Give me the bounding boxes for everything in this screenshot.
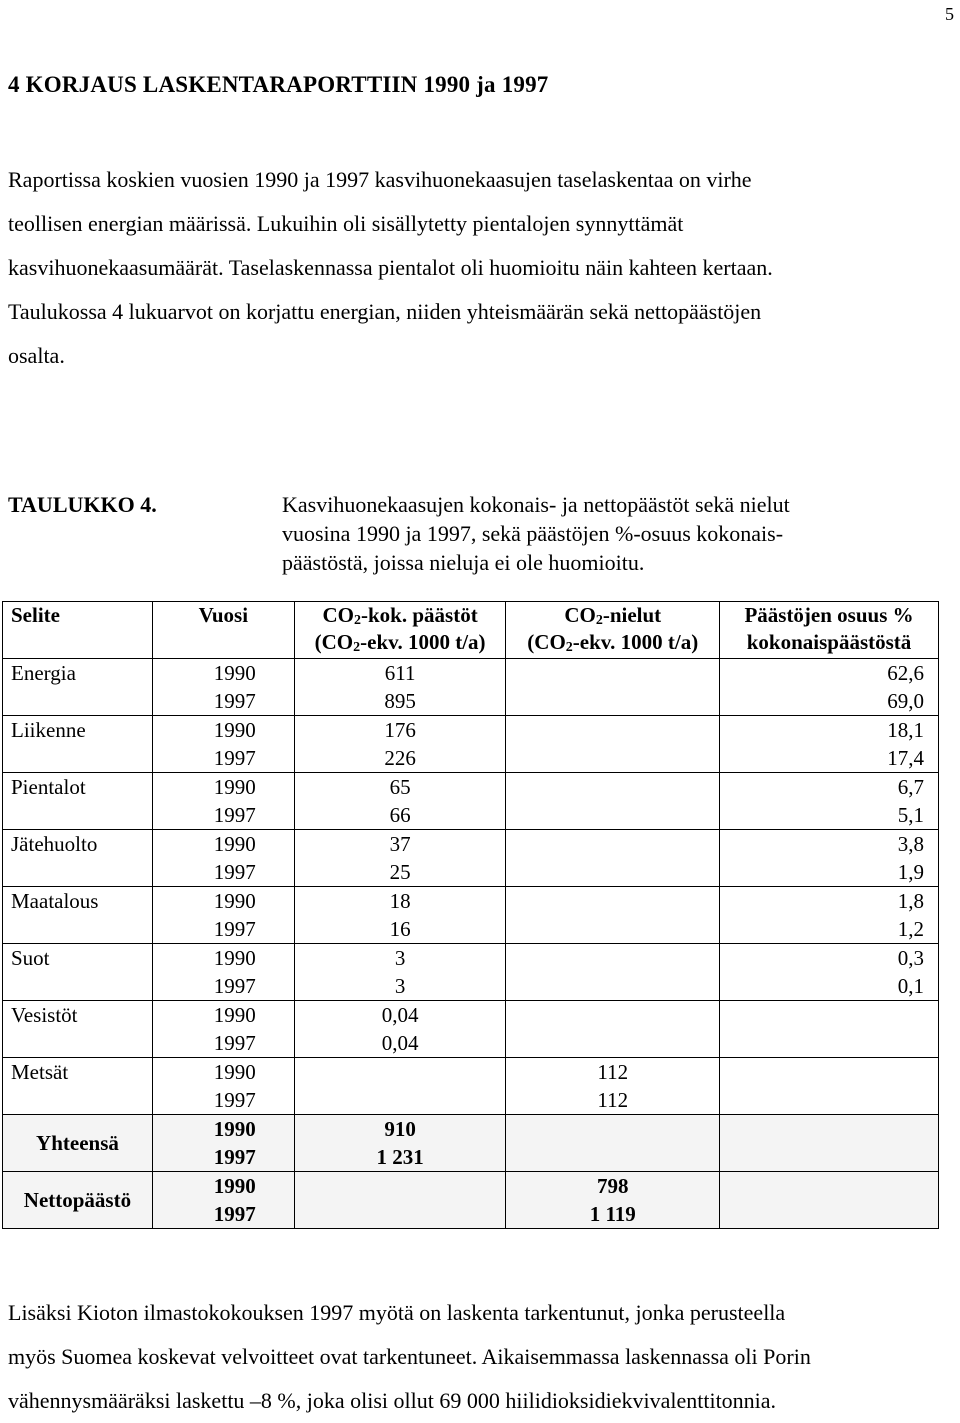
emissions-cell-value: 16 <box>389 917 411 941</box>
emissions-cell <box>294 659 506 716</box>
sinks-cell <box>506 830 720 887</box>
caption-line: päästöstä, joissa nieluja ei ole huomioitu. <box>282 550 645 575</box>
emissions-cell-value: 611 <box>384 661 416 685</box>
year-cell <box>152 1001 294 1058</box>
caption-line: Kasvihuonekaasujen kokonais- ja nettopäästöt sekä nielut <box>282 492 790 517</box>
subscript-2: 2 <box>565 640 573 655</box>
year-cell-value: 1990 <box>213 718 256 742</box>
year-cell-value: 1990 <box>213 889 256 913</box>
table-caption-label: TAULUKKO 4. <box>8 492 157 517</box>
emissions-cell-value: 895 <box>384 689 416 713</box>
share-cell-value: 0,3 <box>897 946 924 970</box>
emissions-cell-value: 37 <box>389 832 411 856</box>
sinks-cell-value <box>506 830 719 858</box>
emissions-cell-value <box>295 1086 506 1114</box>
share-cell-value <box>720 1115 924 1143</box>
share-cell <box>720 773 939 830</box>
intro-paragraph <box>8 158 908 378</box>
emissions-table <box>2 601 939 1229</box>
sinks-cell-value <box>506 716 719 744</box>
share-cell-value <box>720 1200 924 1228</box>
sinks-cell <box>506 1172 720 1229</box>
header-text: -nielut <box>602 603 662 627</box>
emissions-cell-value: 176 <box>384 718 416 742</box>
emissions-cell <box>294 1172 506 1229</box>
share-cell <box>720 944 939 1001</box>
share-cell-value: 0,1 <box>897 974 924 998</box>
emissions-cell-value <box>295 1058 506 1086</box>
sinks-cell <box>506 887 720 944</box>
emissions-cell-value: 3 <box>394 946 406 970</box>
sinks-cell <box>506 1115 720 1172</box>
sinks-cell-value <box>506 1001 719 1029</box>
share-cell-value: 3,8 <box>897 832 924 856</box>
share-cell <box>720 1058 939 1115</box>
sinks-cell <box>506 773 720 830</box>
share-cell <box>720 659 939 716</box>
share-cell <box>720 1001 939 1058</box>
year-cell-value: 1997 <box>213 1088 256 1112</box>
sinks-cell-value: 1 119 <box>589 1202 636 1226</box>
year-cell <box>152 830 294 887</box>
subscript-2: 2 <box>595 613 603 628</box>
caption-line: vuosina 1990 ja 1997, sekä päästöjen %-osuus kokonais- <box>282 521 784 546</box>
row-label: Jätehuolto <box>3 830 153 887</box>
emissions-cell-value: 18 <box>389 889 411 913</box>
emissions-cell <box>294 887 506 944</box>
sinks-cell <box>506 659 720 716</box>
emissions-cell-value: 0,04 <box>381 1031 419 1055</box>
share-cell-value <box>720 1086 924 1114</box>
year-cell-value: 1990 <box>213 1174 256 1198</box>
table-row <box>3 1058 939 1115</box>
share-cell-value <box>720 1001 924 1029</box>
share-cell-value: 18,1 <box>887 718 924 742</box>
share-cell-value: 62,6 <box>887 661 924 685</box>
sinks-cell <box>506 716 720 773</box>
emissions-cell-value: 226 <box>384 746 416 770</box>
header-text: CO <box>564 603 596 627</box>
header-selite: Selite <box>3 602 153 659</box>
year-cell-value: 1990 <box>213 661 256 685</box>
sinks-cell-value <box>506 972 719 1000</box>
header-vuosi: Vuosi <box>152 602 294 659</box>
sinks-cell-value: 112 <box>597 1088 629 1112</box>
year-cell-value: 1997 <box>213 689 256 713</box>
year-cell <box>152 1172 294 1229</box>
header-text: CO <box>322 603 354 627</box>
sinks-cell-value <box>506 801 719 829</box>
sinks-cell-value <box>506 887 719 915</box>
row-label: Yhteensä <box>3 1115 153 1172</box>
emissions-cell <box>294 1115 506 1172</box>
row-label: Vesistöt <box>3 1001 153 1058</box>
share-cell <box>720 830 939 887</box>
table-row <box>3 944 939 1001</box>
emissions-cell-value: 25 <box>389 860 411 884</box>
year-cell-value: 1997 <box>213 803 256 827</box>
share-cell-value: 6,7 <box>897 775 924 799</box>
emissions-cell-value: 910 <box>384 1117 416 1141</box>
sinks-cell-value: 798 <box>597 1174 629 1198</box>
intro-line: osalta. <box>8 343 65 368</box>
year-cell-value: 1990 <box>213 832 256 856</box>
sinks-cell <box>506 944 720 1001</box>
table-row <box>3 830 939 887</box>
year-cell-value: 1990 <box>213 946 256 970</box>
year-cell <box>152 1115 294 1172</box>
share-cell-value: 69,0 <box>887 689 924 713</box>
share-cell-value: 1,9 <box>897 860 924 884</box>
emissions-cell-value: 66 <box>389 803 411 827</box>
sinks-cell <box>506 1001 720 1058</box>
header-sinks <box>506 602 720 659</box>
subscript-2: 2 <box>354 613 361 628</box>
table-row <box>3 773 939 830</box>
emissions-cell-value: 0,04 <box>381 1003 419 1027</box>
row-label: Maatalous <box>3 887 153 944</box>
year-cell-value: 1990 <box>213 1060 256 1084</box>
emissions-cell <box>294 1058 506 1115</box>
year-cell <box>152 887 294 944</box>
row-label: Suot <box>3 944 153 1001</box>
share-cell <box>720 887 939 944</box>
intro-line: Raportissa koskien vuosien 1990 ja 1997 kasvihuonekaasujen taselaskentaa on virhe <box>8 167 752 192</box>
emissions-cell-value <box>295 1172 506 1200</box>
intro-line: kasvihuonekaasumäärät. Taselaskennassa pientalot oli huomioitu näin kahteen kertaan. <box>8 255 773 280</box>
sinks-cell-value <box>506 1029 719 1057</box>
year-cell-value: 1997 <box>213 974 256 998</box>
table-total-row <box>3 1115 939 1172</box>
year-cell <box>152 944 294 1001</box>
emissions-cell <box>294 944 506 1001</box>
row-label: Nettopäästö <box>3 1172 153 1229</box>
share-cell <box>720 1115 939 1172</box>
share-cell-value: 1,8 <box>897 889 924 913</box>
emissions-cell <box>294 716 506 773</box>
emissions-cell-value: 1 231 <box>376 1145 424 1169</box>
emissions-cell-value: 3 <box>394 974 406 998</box>
sinks-cell-value <box>506 659 719 687</box>
outro-paragraph <box>8 1291 953 1423</box>
outro-line: Lisäksi Kioton ilmastokokouksen 1997 myötä on laskenta tarkentunut, jonka perusteella <box>8 1300 786 1325</box>
year-cell-value: 1990 <box>213 1117 256 1141</box>
header-text: -ekv. 1000 t/a) <box>572 630 699 654</box>
share-cell <box>720 1172 939 1229</box>
sinks-cell-value <box>506 687 719 715</box>
sinks-cell-value <box>506 915 719 943</box>
sinks-cell-value: 112 <box>597 1060 629 1084</box>
sinks-cell <box>506 1058 720 1115</box>
emissions-cell <box>294 1001 506 1058</box>
year-cell-value: 1997 <box>213 860 256 884</box>
subscript-2: 2 <box>353 640 361 655</box>
year-cell <box>152 716 294 773</box>
sinks-cell-value <box>506 744 719 772</box>
intro-line: Taulukossa 4 lukuarvot on korjattu energian, niiden yhteismäärän sekä nettopäästöjen <box>8 299 762 324</box>
row-label: Metsät <box>3 1058 153 1115</box>
header-text: -ekv. 1000 t/a) <box>360 630 486 654</box>
sinks-cell-value <box>506 1143 719 1171</box>
year-cell-value: 1990 <box>213 1003 256 1027</box>
section-heading: 4 KORJAUS LASKENTARAPORTTIIN 1990 ja 1997 <box>8 72 549 97</box>
header-text: -kok. päästöt <box>361 603 478 627</box>
emissions-cell-value <box>295 1200 506 1228</box>
table-header-row <box>3 602 939 659</box>
year-cell-value: 1997 <box>213 917 256 941</box>
header-text: (CO <box>314 630 354 654</box>
year-cell <box>152 659 294 716</box>
row-label: Pientalot <box>3 773 153 830</box>
year-cell-value: 1997 <box>213 1202 256 1226</box>
header-text: (CO <box>527 630 566 654</box>
share-cell <box>720 716 939 773</box>
table-caption-text <box>282 490 922 577</box>
row-label: Liikenne <box>3 716 153 773</box>
share-cell-value: 5,1 <box>897 803 924 827</box>
table-row <box>3 887 939 944</box>
outro-line: vähennysmääräksi laskettu –8 %, joka olisi ollut 69 000 hiilidioksidiekvivalenttitonnia. <box>8 1388 777 1413</box>
table-body <box>3 659 939 1229</box>
table-row <box>3 716 939 773</box>
emissions-cell <box>294 830 506 887</box>
share-cell-value <box>720 1029 924 1057</box>
table-row <box>3 659 939 716</box>
year-cell <box>152 1058 294 1115</box>
header-share-percent <box>720 602 939 659</box>
share-cell-value: 1,2 <box>897 917 924 941</box>
sinks-cell-value <box>506 944 719 972</box>
year-cell-value: 1997 <box>213 1031 256 1055</box>
table-row <box>3 1001 939 1058</box>
share-cell-value: 17,4 <box>887 746 924 770</box>
year-cell-value: 1997 <box>213 1145 256 1169</box>
emissions-cell-value: 65 <box>389 775 411 799</box>
sinks-cell-value <box>506 1115 719 1143</box>
share-cell-value <box>720 1172 924 1200</box>
outro-line: myös Suomea koskevat velvoitteet ovat tarkentuneet. Aikaisemmassa laskennassa oli Porin <box>8 1344 811 1369</box>
row-label: Energia <box>3 659 153 716</box>
emissions-cell <box>294 773 506 830</box>
share-cell-value <box>720 1058 924 1086</box>
sinks-cell-value <box>506 858 719 886</box>
share-cell-value <box>720 1143 924 1171</box>
header-text: kokonaispäästöstä <box>746 630 912 654</box>
intro-line: teollisen energian määrissä. Lukuihin oli sisällytetty pientalojen synnyttämät <box>8 211 684 236</box>
page-number: 5 <box>945 4 954 24</box>
sinks-cell-value <box>506 773 719 801</box>
header-text: Päästöjen osuus % <box>744 603 914 627</box>
year-cell <box>152 773 294 830</box>
table-total-row <box>3 1172 939 1229</box>
header-total-emissions <box>294 602 506 659</box>
year-cell-value: 1990 <box>213 775 256 799</box>
year-cell-value: 1997 <box>213 746 256 770</box>
